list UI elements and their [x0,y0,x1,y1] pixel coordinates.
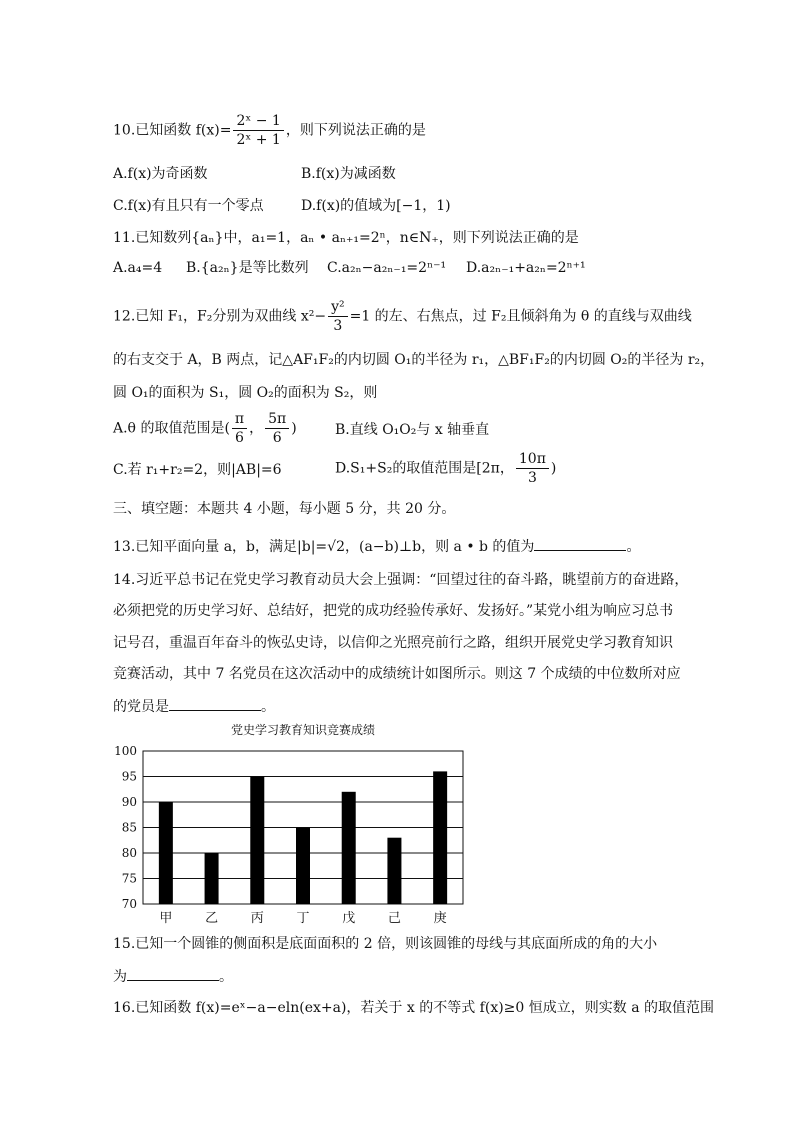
q10-option-d: D.f(x)的值域为[−1，1) [301,198,451,214]
q12-option-a-den2: 6 [272,430,282,446]
q10-option-b: B.f(x)为减函数 [301,166,396,182]
q12-fraction [328,298,348,335]
chart-bar-4 [296,828,310,905]
chart-bar-3 [250,777,264,905]
q10-numerator: 2ˣ − 1 [233,112,283,131]
q12-option-a-post: ) [291,420,297,437]
q12-numerator: y² [328,298,348,317]
q12-stem-pre: 12.已知 F₁，F₂分别为双曲线 x²− [113,308,327,325]
q11-option-b: B.{a₂ₙ}是等比数列 [186,260,309,276]
chart-x-tick-label: 己 [387,911,401,926]
q14-line5-text: 的党员是 [113,699,169,715]
chart-bar-1 [159,802,173,904]
q12-option-a-den1: 6 [235,430,244,446]
q12-denominator: 3 [333,318,343,334]
q12-option-a-sep: ， [249,420,264,437]
q15-line2 [113,966,233,987]
q12-option-a-frac1 [232,410,247,447]
q14-line2: 必须把党的历史学习好、总结好，把党的成功经验传承好、发扬好。”某党小组为响应习总书 [113,603,674,619]
q12-option-d-pre: D.S₁+S₂的取值范围是[2π， [335,460,514,477]
q10-denominator: 2ˣ + 1 [236,132,281,148]
section-3-heading: 三、填空题：本题共 4 小题，每小题 5 分，共 20 分。 [113,501,456,517]
chart-y-tick-label: 90 [121,795,137,809]
q14-answer-blank [169,696,261,711]
q12-option-d-post: ) [550,460,557,477]
q12-option-d-num: 10π [516,450,549,469]
q12-option-d-den: 3 [527,470,537,486]
q10-stem [113,112,426,149]
q15-line1: 15.已知一个圆锥的侧面积是底面面积的 2 倍，则该圆锥的母线与其底面所成的角的大小 [113,936,658,952]
q10-fraction [233,112,283,149]
q10-option-a: A.f(x)为奇函数 [113,166,208,182]
q12-stem [113,298,692,335]
chart-x-tick-label: 丁 [296,911,310,926]
q11-option-c: C.a₂ₙ−a₂ₙ₋₁=2ⁿ⁻¹ [327,260,447,276]
q12-option-a [113,410,297,447]
chart-x-tick-label: 庚 [433,911,447,926]
q13-answer-blank [534,536,626,551]
q12-option-a-pre: A.θ 的取值范围是( [113,420,230,437]
chart-x-tick-label: 甲 [159,911,173,926]
q14-line1: 14.习近平总书记在党史学习教育动员大会上强调：“回望过往的奋斗路，眺望前方的奋进路， [113,572,689,588]
q12-option-d [335,450,556,487]
chart-x-tick-label: 丙 [250,911,264,926]
q14-line3: 记号召，重温百年奋斗的恢弘史诗，以信仰之光照亮前行之路，组织开展党史学习教育知识 [113,635,673,651]
q12-option-c: C.若 r₁+r₂=2，则|AB|=6 [113,462,282,478]
q12-option-b: B.直线 O₁O₂与 x 轴垂直 [335,422,490,438]
q13-stem [113,536,640,557]
q12-option-a-frac2 [265,410,289,447]
q15-answer-blank [127,966,219,981]
q16-line1: 16.已知函数 f(x)=eˣ−a−eln(ex+a)，若关于 x 的不等式 f(x)≥0 恒成立，则实数 a 的取值范围 [113,1000,715,1016]
q11-option-a: A.a₄=4 [113,260,163,276]
q10-stem-post: ，则下列说法正确的是 [285,122,426,139]
q13-text: 13.已知平面向量 a，b，满足|b|=√2，(a−b)⊥b，则 a • b 的值为 [113,539,535,555]
q12-option-d-frac [516,450,549,487]
q10-option-c: C.f(x)有且只有一个零点 [113,198,264,214]
q14-end: 。 [261,699,275,715]
q15-line2-text: 为 [113,969,127,985]
q12-line3: 圆 O₁的面积为 S₁，圆 O₂的面积为 S₂，则 [113,385,378,401]
q12-option-a-num1: π [232,410,247,429]
q14-line4: 竞赛活动，其中 7 名党员在这次活动中的成绩统计如图所示。则这 7 个成绩的中位数所对应 [113,666,681,682]
q10-stem-pre: 10.已知函数 f(x)= [113,122,232,139]
q14-line5 [113,696,275,717]
q13-end: 。 [626,539,641,555]
q15-end: 。 [219,969,233,985]
q11-stem: 11.已知数列{aₙ}中，a₁=1，aₙ • aₙ₊₁=2ⁿ，n∈N₊，则下列说法正确的是 [113,230,579,246]
chart-y-tick-label: 100 [114,744,137,758]
chart-y-tick-label: 75 [121,871,137,886]
chart-y-tick-label: 80 [121,846,137,860]
q12-option-a-num2: 5π [265,410,289,429]
chart-bar-7 [433,771,447,904]
chart-y-tick-label: 85 [121,820,137,835]
chart-x-tick-label: 乙 [205,911,219,926]
chart-x-tick-label: 戊 [342,911,356,926]
q12-line2: 的右支交于 A，B 两点，记△AF₁F₂的内切圆 O₁的半径为 r₁，△BF₁F₂的内切圆 O₂的半径为 r₂， [113,352,715,368]
chart-y-tick-label: 70 [121,897,137,911]
chart-bar-5 [342,792,356,904]
q12-stem-post: =1 的左、右焦点，过 F₂且倾斜角为 θ 的直线与双曲线 [349,308,692,325]
chart-y-tick-label: 95 [121,769,137,784]
chart-title: 党史学习教育知识竞赛成绩 [230,723,376,737]
chart-bar-6 [387,838,401,904]
q11-option-d: D.a₂ₙ₋₁+a₂ₙ=2ⁿ⁺¹ [466,260,586,276]
score-bar-chart [113,718,483,930]
chart-bar-2 [205,853,219,904]
